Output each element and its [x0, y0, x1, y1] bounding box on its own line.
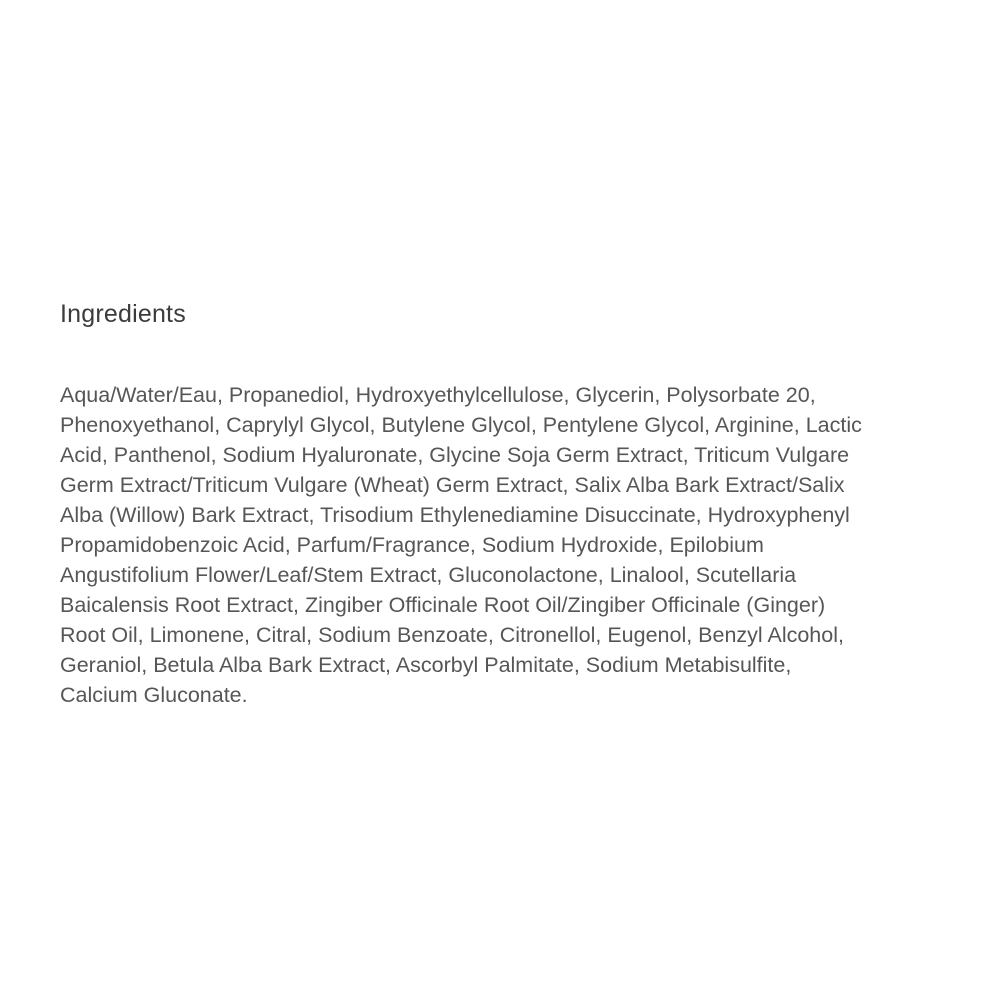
ingredients-text — [60, 380, 940, 710]
ingredients-line: Phenoxyethanol, Caprylyl Glycol, Butylene Glycol, Pentylene Glycol, Arginine, Lactic — [60, 413, 862, 437]
ingredients-line: Angustifolium Flower/Leaf/Stem Extract, Gluconolactone, Linalool, Scutellaria — [60, 563, 797, 587]
ingredients-line: Acid, Panthenol, Sodium Hyaluronate, Glycine Soja Germ Extract, Triticum Vulgare — [60, 443, 850, 467]
ingredients-line: Alba (Willow) Bark Extract, Trisodium Ethylenediamine Disuccinate, Hydroxyphenyl — [60, 503, 850, 527]
ingredients-line: Calcium Gluconate. — [60, 683, 248, 707]
section-title: Ingredients — [60, 300, 186, 328]
ingredients-line: Aqua/Water/Eau, Propanediol, Hydroxyethylcellulose, Glycerin, Polysorbate 20, — [60, 383, 816, 407]
ingredients-line: Propamidobenzoic Acid, Parfum/Fragrance, Sodium Hydroxide, Epilobium — [60, 533, 764, 557]
ingredients-line: Germ Extract/Triticum Vulgare (Wheat) Germ Extract, Salix Alba Bark Extract/Salix — [60, 473, 845, 497]
ingredients-line: Root Oil, Limonene, Citral, Sodium Benzoate, Citronellol, Eugenol, Benzyl Alcohol, — [60, 623, 844, 647]
ingredients-line: Geraniol, Betula Alba Bark Extract, Ascorbyl Palmitate, Sodium Metabisulfite, — [60, 653, 792, 677]
ingredients-line: Baicalensis Root Extract, Zingiber Officinale Root Oil/Zingiber Officinale (Ginger) — [60, 593, 826, 617]
